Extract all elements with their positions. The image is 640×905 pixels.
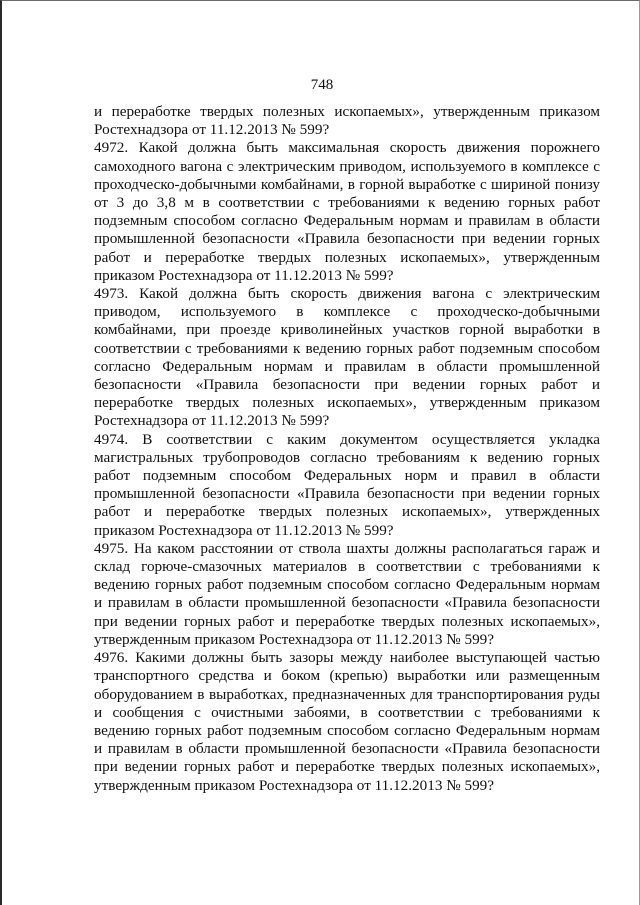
page-number: 748	[310, 77, 334, 93]
question-4972: 4972. Какой должна быть максимальная скорость движения порожнего самоходного вагона с электрическим приводом, используемого в комплексе с проходческо-добычными комбайнами, в горной выработке с шириной понизу от 3 до 3,8 м в соответствии с требованиями к ведению горных работ подземным способом согласно Федеральным нормам и правилам в области промышленной безопасности «Правила безопасности при ведении горных работ и переработке твердых полезных ископаемых», утвержденным приказом Ростехнадзора от 11.12.2013 № 599?	[94, 139, 600, 284]
question-4974: 4974. В соответствии с каким документом осуществляется укладка магистральных трубопроводов согласно требованиям к ведению горных работ подземным способом Федеральных норм и правил в области промышленной безопасности «Правила безопасности при ведении горных работ и переработке твердых полезных ископаемых», утвержденных приказом Ростехнадзора от 11.12.2013 № 599?	[94, 430, 600, 539]
question-4976: 4976. Какими должны быть зазоры между наиболее выступающей частью транспортного средства и боком (крепью) выработки или размещенным оборудованием в выработках, предназначенных для транспортирования руды и сообщения с очистными забоями, в соответствии с требованиями к ведению горных работ подземным способом согласно Федеральным нормам и правилам в области промышленной безопасности «Правила безопасности при ведении горных работ и переработке твердых полезных ископаемых», утвержденным приказом Ростехнадзора от 11.12.2013 № 599?	[94, 649, 600, 794]
paragraph-continuation: и переработке твердых полезных ископаемых», утвержденным приказом Ростехнадзора от 11.12.2013 № 599?	[94, 103, 600, 139]
question-4973: 4973. Какой должна быть скорость движения вагона с электрическим приводом, используемого в комплексе с проходческо-добычными комбайнами, при проезде криволинейных участков горной выработки в соответствии с требованиями к ведению горных работ подземным способом согласно Федеральным нормам и правилам в области промышленной безопасности «Правила безопасности при ведении горных работ и переработке твердых полезных ископаемых», утвержденным приказом Ростехнадзора от 11.12.2013 № 599?	[94, 285, 600, 430]
document-body	[94, 103, 600, 795]
question-4975: 4975. На каком расстоянии от ствола шахты должны располагаться гараж и склад горюче-смазочных материалов в соответствии с требованиями к ведению горных работ подземным способом согласно Федеральным нормам и правилам в области промышленной безопасности «Правила безопасности при ведении горных работ и переработке твердых полезных ископаемых», утвержденным приказом Ростехнадзора от 11.12.2013 № 599?	[94, 539, 600, 648]
